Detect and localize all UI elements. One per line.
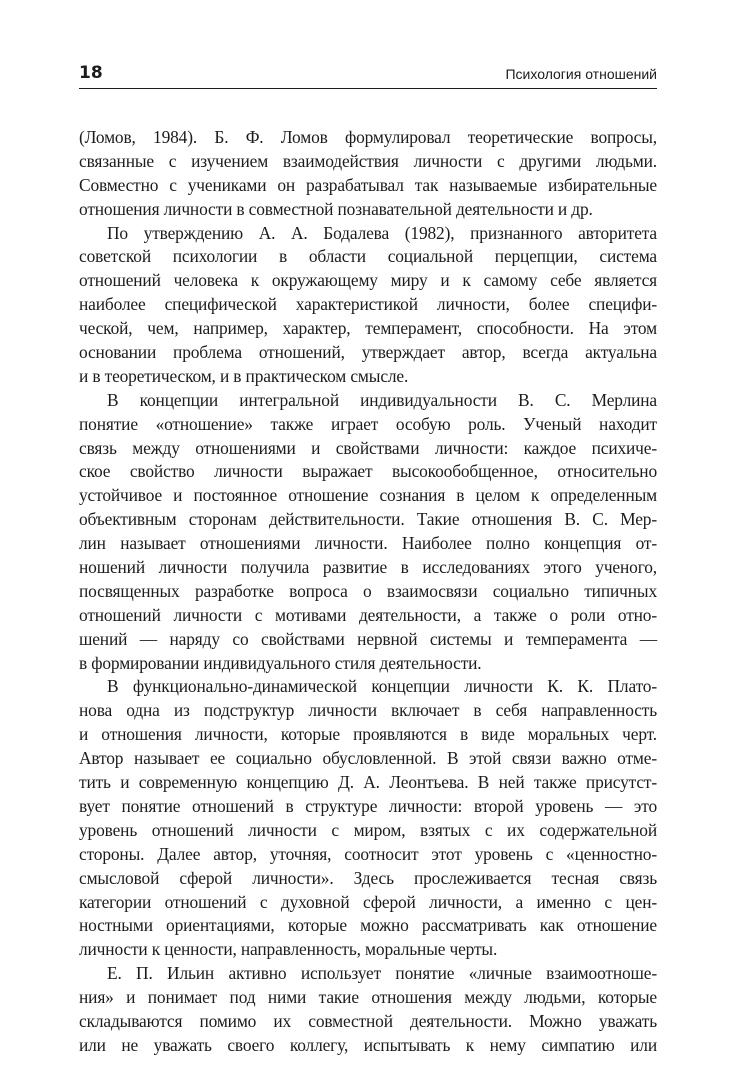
text-line: В функционально-динамической концепции личности К. К. Плато- <box>107 676 657 697</box>
paragraph <box>79 126 657 222</box>
text-line: стороны. Далее автор, уточняя, соотносит этот уровень с «ценностно- <box>79 843 657 864</box>
text-line: складываются помимо их совместной деятельности. Можно уважать <box>79 1010 657 1031</box>
text-line: ческой, чем, например, характер, темперамент, способности. На этом <box>79 318 657 339</box>
text-line: или не уважать своего коллегу, испытывать к нему симпатию или <box>79 1034 657 1055</box>
text-line: связанные с изучением взаимодействия личности с другими людьми. <box>79 150 657 171</box>
text-line: ностными ориентациями, которые можно рассматривать как отношение <box>79 915 657 936</box>
body-text <box>79 126 657 1058</box>
text-line: понятие «отношение» также играет особую роль. Ученый находит <box>79 413 657 434</box>
text-line: связь между отношениями и свойствами личности: каждое психиче- <box>79 437 657 458</box>
paragraph <box>79 389 657 676</box>
text-line: и в теоретическом, и в практическом смысле. <box>79 365 409 386</box>
text-line: ния» и понимает под ними такие отношения между людьми, которые <box>79 987 657 1008</box>
text-line: ношений личности получила развитие в исследованиях этого ученого, <box>79 557 657 578</box>
text-line: лин называет отношениями личности. Наиболее полно концепция от- <box>79 533 657 554</box>
text-line: наиболее специфической характеристикой личности, более специфи- <box>79 294 657 315</box>
text-line: Автор называет ее социально обусловленной. В этой связи важно отме- <box>79 748 657 769</box>
text-line: тить и современную концепцию Д. А. Леонтьева. В ней также присутст- <box>79 772 657 793</box>
paragraph <box>79 962 657 1058</box>
text-line: смысловой сферой личности». Здесь прослеживается тесная связь <box>79 867 657 888</box>
paragraph <box>79 675 657 962</box>
text-line: и отношения личности, которые проявляются в виде моральных черт. <box>79 724 657 745</box>
text-line: Совместно с учениками он разрабатывал так называемые избирательные <box>79 174 657 195</box>
running-title: Психология отношений <box>505 66 657 82</box>
text-line: шений — наряду со свойствами нервной системы и темперамента — <box>79 628 657 649</box>
text-line: отношений личности с мотивами деятельности, а также о роли отно- <box>79 604 657 625</box>
text-line: основании проблема отношений, утверждает автор, всегда актуальна <box>79 342 657 363</box>
text-line: По утверждению А. А. Бодалева (1982), признанного авторитета <box>107 222 657 243</box>
text-line: посвященных разработке вопроса о взаимосвязи социально типичных <box>79 580 657 601</box>
text-line: отношения личности в совместной познавательной деятельности и др. <box>79 198 593 219</box>
text-line: категории отношений с духовной сферой личности, а именно с цен- <box>79 891 657 912</box>
paragraph <box>79 222 657 389</box>
text-line: уровень отношений личности с миром, взятых с их содержательной <box>79 819 657 840</box>
page-number: 18 <box>79 63 103 83</box>
text-line: вует понятие отношений в структуре личности: второй уровень — это <box>79 795 657 816</box>
text-line: объективным сторонам действительности. Такие отношения В. С. Мер- <box>79 509 657 530</box>
text-line: отношений человека к окружающему миру и к самому себе является <box>79 270 657 291</box>
text-line: Е. П. Ильин активно использует понятие «личные взаимоотноше- <box>107 963 657 984</box>
text-line: В концепции интегральной индивидуальности В. С. Мерлина <box>107 389 657 410</box>
text-line: в формировании индивидуального стиля деятельности. <box>79 652 482 673</box>
text-line: нова одна из подструктур личности включает в себя направленность <box>79 700 657 721</box>
text-line: личности к ценности, направленность, моральные черты. <box>79 939 498 960</box>
text-line: (Ломов, 1984). Б. Ф. Ломов формулировал теоретические вопросы, <box>79 127 657 147</box>
text-line: советской психологии в области социальной перцепции, система <box>79 246 657 267</box>
text-line: ское свойство личности выражает высокообобщенное, относительно <box>79 461 657 482</box>
page-header <box>79 62 657 89</box>
text-line: устойчивое и постоянное отношение сознания в целом к определенным <box>79 485 657 506</box>
